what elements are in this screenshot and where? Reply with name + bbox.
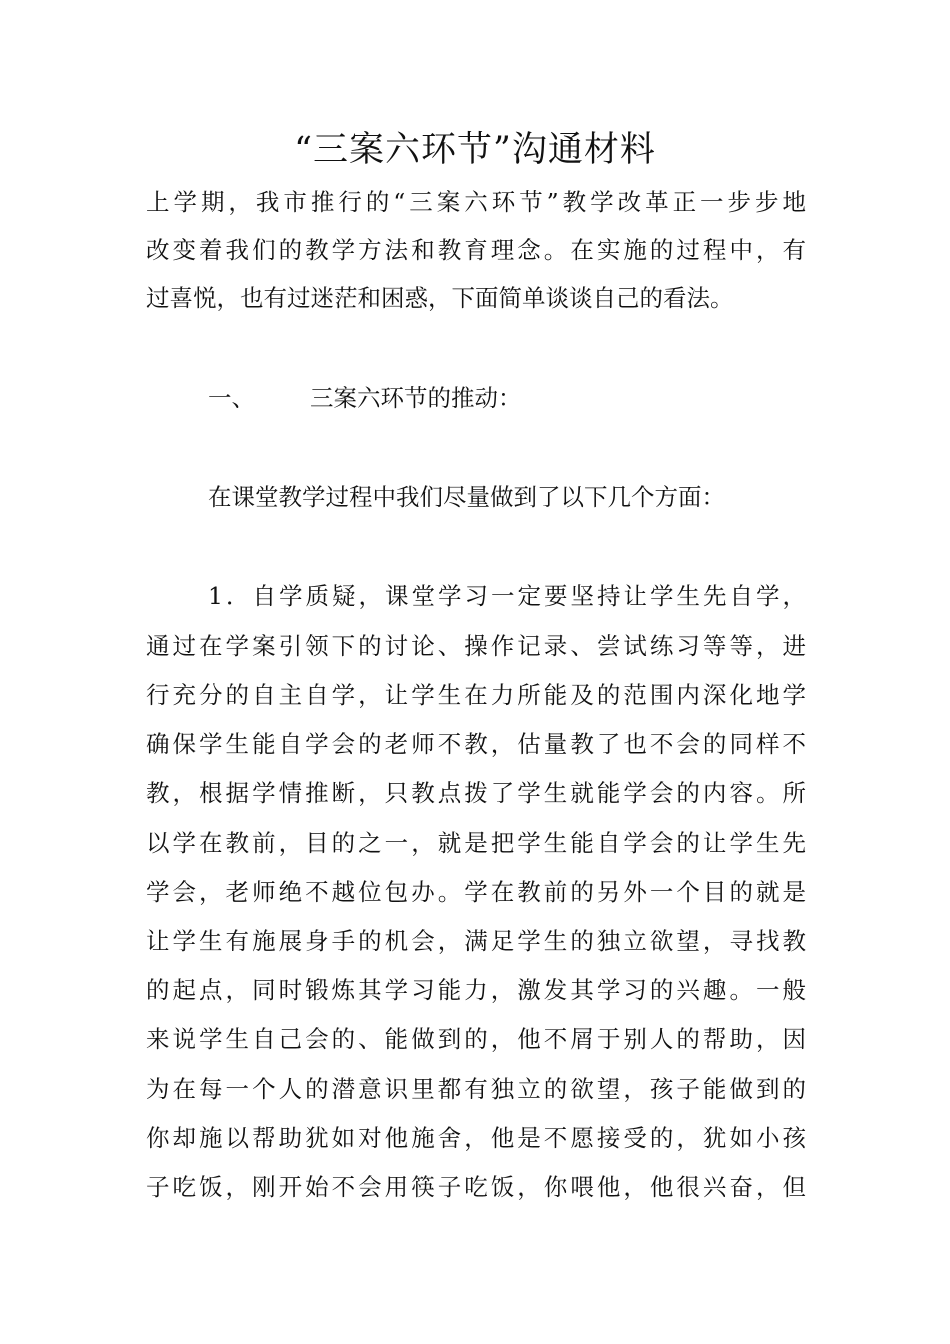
body-line: 你却施以帮助犹如对他施舍，他是不愿接受的，犹如小孩: [146, 1124, 806, 1152]
body-line: 让学生有施展身手的机会，满足学生的独立欲望，寻找教: [146, 927, 806, 955]
intro-line-2: 改变着我们的教学方法和教育理念。在实施的过程中，有: [146, 236, 806, 264]
body-line: 的起点，同时锻炼其学习能力，激发其学习的兴趣。一般: [146, 976, 806, 1004]
body-line: 子吃饭，刚开始不会用筷子吃饭，你喂他，他很兴奋，但: [146, 1173, 806, 1201]
body-line: 教，根据学情推断，只教点拨了学生就能学会的内容。所: [146, 779, 806, 807]
body-line: 学会，老师绝不越位包办。学在教前的另外一个目的就是: [146, 878, 806, 906]
body-line: 为在每一个人的潜意识里都有独立的欲望，孩子能做到的: [146, 1075, 806, 1103]
section-heading: 三案六环节的推动：: [310, 384, 522, 412]
body-line: 以学在教前，目的之一，就是把学生能自学会的让学生先: [146, 829, 806, 857]
intro-line-3: 过喜悦，也有过迷茫和困惑，下面简单谈谈自己的看法。: [146, 284, 734, 312]
intro-line-1: 上学期，我市推行的“三案六环节”教学改革正一步步地: [146, 188, 806, 216]
section-number: 一、: [208, 384, 255, 412]
body-line: 确保学生能自学会的老师不教，估量教了也不会的同样不: [146, 730, 806, 758]
body-line: 通过在学案引领下的讨论、操作记录、尝试练习等等，进: [146, 632, 806, 660]
body-line: 行充分的自主自学，让学生在力所能及的范围内深化地学: [146, 681, 806, 709]
body-line: 来说学生自己会的、能做到的，他不屑于别人的帮助，因: [146, 1025, 806, 1053]
document-title: “三案六环节”沟通材料: [294, 130, 656, 170]
lead-sentence: 在课堂教学过程中我们尽量做到了以下几个方面：: [208, 483, 725, 511]
item-one-first-line: 1．自学质疑，课堂学习一定要坚持让学生先自学，: [208, 582, 806, 610]
